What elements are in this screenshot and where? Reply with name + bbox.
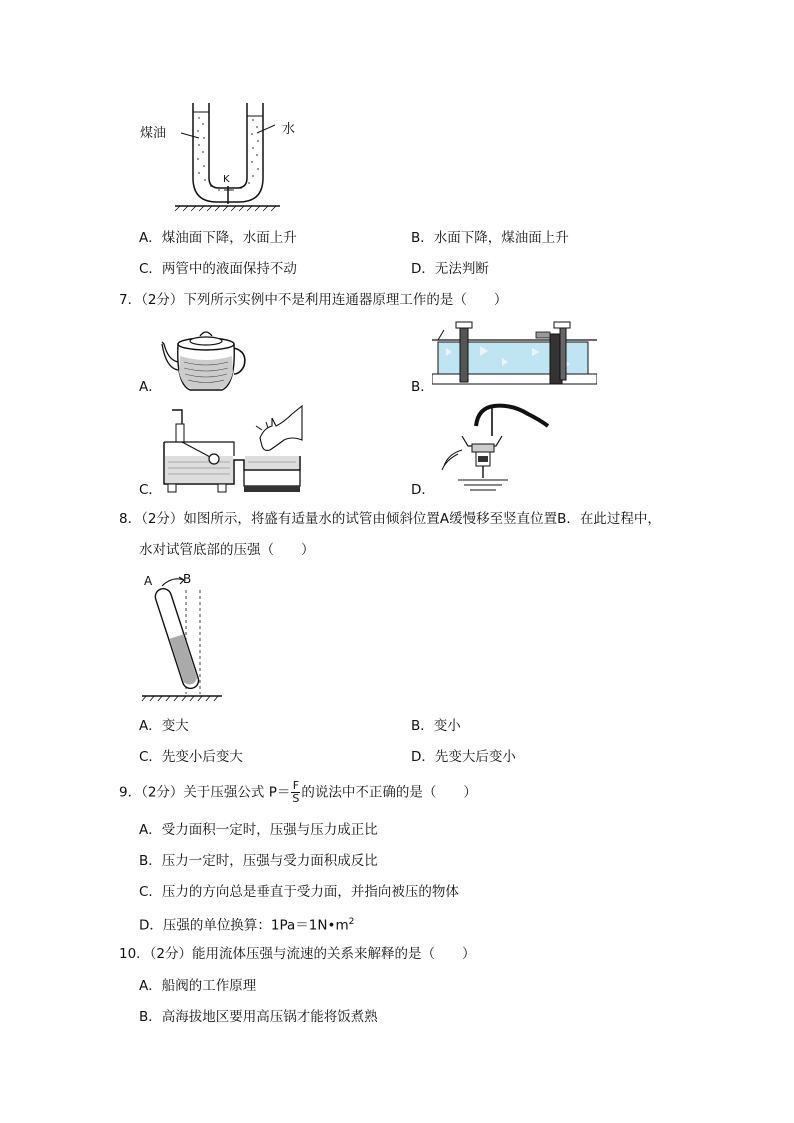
q7-label-b[interactable]: B． bbox=[411, 379, 434, 395]
q6-option-c[interactable]: C．两管中的液面保持不动 bbox=[139, 261, 297, 277]
q7-stem: 7．（2分）下列所示实例中不是利用连通器原理工作的是（ ） bbox=[119, 292, 508, 308]
u-tube-figure bbox=[135, 98, 315, 213]
q9-option-b[interactable]: B．压力一定时，压强与受力面积成反比 bbox=[139, 853, 378, 869]
q8-option-b[interactable]: B．变小 bbox=[411, 718, 461, 734]
q7-label-c[interactable]: C． bbox=[139, 482, 162, 498]
label-kerosene: 煤油 bbox=[140, 126, 167, 141]
q10-stem: 10．（2分）能用流体压强与流速的关系来解释的是（ ） bbox=[119, 946, 476, 962]
q10-option-a[interactable]: A．船阀的工作原理 bbox=[139, 978, 257, 994]
q9-option-d-text: D．压强的单位换算：1Pa＝1N•m bbox=[139, 917, 349, 934]
q9-stem-suffix: 的说法中不正确的是（ ） bbox=[301, 784, 477, 801]
ship-lock-figure bbox=[432, 318, 597, 388]
test-tube-figure bbox=[138, 570, 228, 702]
q9-option-a[interactable]: A．受力面积一定时，压强与压力成正比 bbox=[139, 822, 378, 838]
q6-option-d[interactable]: D．无法判断 bbox=[411, 261, 489, 277]
q9-stem-prefix: 9．（2分）关于压强公式 P＝ bbox=[119, 784, 291, 801]
q6-option-b[interactable]: B．水面下降，煤油面上升 bbox=[411, 230, 569, 246]
label-valve-k: K bbox=[223, 174, 230, 185]
q8-option-d[interactable]: D．先变大后变小 bbox=[411, 749, 516, 765]
q8-stem-line2: 水对试管底部的压强（ ） bbox=[139, 542, 315, 558]
q7-label-a[interactable]: A． bbox=[139, 379, 162, 395]
q8-option-c[interactable]: C．先变小后变大 bbox=[139, 749, 243, 765]
tube-label-a: A bbox=[144, 574, 153, 588]
q9-fraction-numerator: F bbox=[292, 779, 300, 792]
q9-option-c[interactable]: C．压力的方向总是垂直于受力面，并指向被压的物体 bbox=[139, 884, 459, 900]
q8-stem-line1: 8．（2分）如图所示，将盛有适量水的试管由倾斜位置A缓慢移至竖直位置B．在此过程中， bbox=[119, 511, 661, 527]
q8-option-a[interactable]: A．变大 bbox=[139, 718, 189, 734]
q9-pressure-fraction bbox=[291, 780, 300, 805]
teapot-figure bbox=[160, 322, 250, 397]
water-trough-figure bbox=[160, 400, 305, 495]
tube-label-b: B bbox=[183, 572, 192, 586]
q9-option-d-exponent: 2 bbox=[348, 917, 355, 927]
pump-figure bbox=[432, 400, 562, 495]
q9-stem bbox=[119, 780, 477, 805]
q7-label-d[interactable]: D． bbox=[411, 482, 435, 498]
label-water: 水 bbox=[282, 122, 296, 137]
q9-option-d[interactable] bbox=[139, 913, 354, 935]
q9-fraction-denominator: S bbox=[292, 792, 300, 805]
q10-option-b[interactable]: B．高海拔地区要用高压锅才能将饭煮熟 bbox=[139, 1009, 378, 1025]
q6-option-a[interactable]: A．煤油面下降，水面上升 bbox=[139, 230, 297, 246]
